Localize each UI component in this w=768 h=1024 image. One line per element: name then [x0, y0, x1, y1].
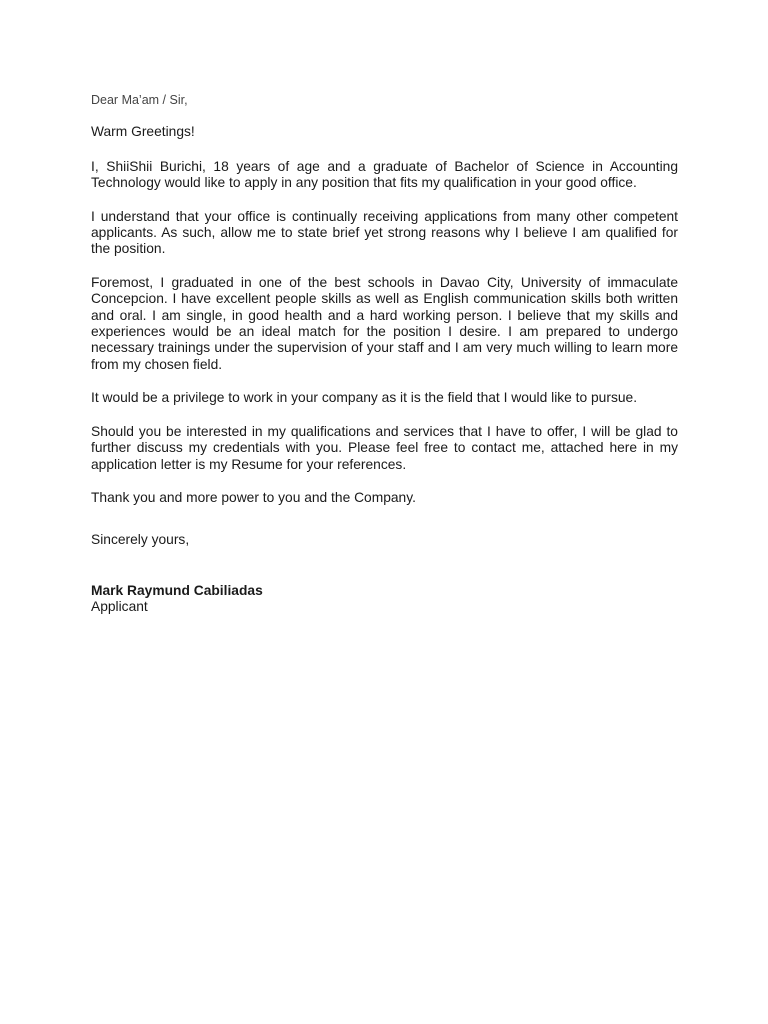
paragraph-qualifications: Foremost, I graduated in one of the best schools in Davao City, University of immaculate Concepcion. I have excellent people skills as well as English communication skills both written and oral. I am single, in good health and a hard working person. I believe that my skills and experiences would be an ideal match for the position I desire. I am prepared to undergo necessary trainings under the supervision of your staff and I am very much willing to learn more from my chosen field. — [91, 274, 678, 372]
paragraph-privilege: It would be a privilege to work in your company as it is the field that I would like to pursue. — [91, 390, 638, 406]
salutation: Dear Ma’am / Sir, — [91, 93, 188, 107]
paragraph-reasons: I understand that your office is continually receiving applications from many other competent applicants. As such, allow me to state brief yet strong reasons why I believe I am qualified for the position. — [91, 208, 678, 257]
closing: Sincerely yours, — [91, 532, 190, 548]
paragraph-contact: Should you be interested in my qualifications and services that I have to offer, I will be glad to further discuss my credentials with you. Please feel free to contact me, attached here in my application letter is my Resume for your references. — [91, 423, 678, 472]
signer-title: Applicant — [91, 599, 148, 615]
greeting: Warm Greetings! — [91, 124, 195, 140]
application-letter — [91, 92, 678, 616]
paragraph-thanks: Thank you and more power to you and the Company. — [91, 489, 416, 505]
signer-name: Mark Raymund Cabiliadas — [91, 582, 263, 598]
paragraph-introduction: I, ShiiShii Burichi, 18 years of age and a graduate of Bachelor of Science in Accounting Technology would like to apply in any position that fits my qualification in your good office. — [91, 158, 678, 191]
